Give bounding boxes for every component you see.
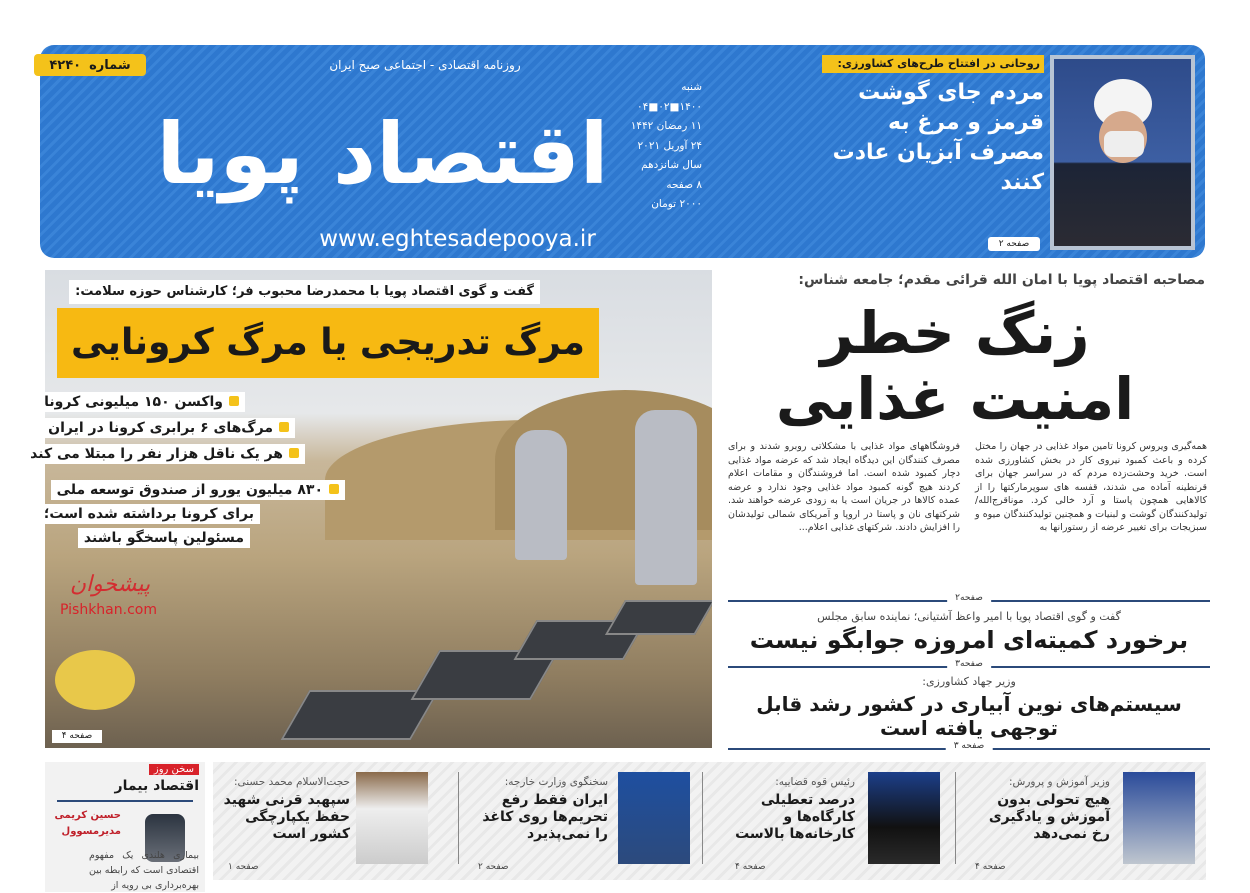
bullet-icon [329, 484, 339, 494]
author-role: مدیرمسوول [61, 826, 121, 837]
lead-headline[interactable]: زنگ خطر امنیت غذایی [775, 299, 1135, 433]
card-photo [618, 772, 690, 864]
story3-headline[interactable]: سیستم‌های نوین آبیاری در کشور رشد قابل توجهی یافته است [756, 692, 1182, 740]
website-url[interactable]: www.eghtesadepooya.ir [319, 226, 596, 252]
date-solar: ۱۴۰۰■۰۲■۰۴ [637, 100, 702, 113]
card-photo [356, 772, 428, 864]
masthead-photo [1050, 55, 1195, 250]
news-card[interactable] [715, 772, 955, 872]
year: سال شانزدهم [641, 159, 702, 171]
masthead-page-ref: صفحه ۲ [988, 237, 1040, 251]
divider [57, 800, 193, 802]
lead-page-ref: صفحه۲ [947, 593, 991, 603]
lead-text-right: همه‌گیری ویروس کرونا تامین مواد غذایی در جهان را مختل کرده و باعث کمبود نیروی کار در بخش کشاورزی شده است. خرید وحشت‌زده مردم که در سراسر جهان برای قرنطینه آماده می شدند، قفسه های سوپرمارکتها را از کالاهایی همچون پاستا و آرد خالی کرد. موناقرج‌الله/تولیدکنندگان گوشت و لبنیات و همچنین تولیدکنندگان میوه و سبزیجات برای تغییر عرضه از رستورانها به [975, 441, 1207, 533]
divider [458, 772, 459, 864]
news-card[interactable] [960, 772, 1205, 872]
tagline: روزنامه اقتصادی - اجتماعی صبح ایران [329, 58, 521, 72]
newspaper-logo: اقتصاد پویا [156, 105, 609, 203]
news-card[interactable] [470, 772, 698, 872]
issue-number: ۴۲۴۰ [49, 57, 82, 73]
lead-kicker: مصاحبه اقتصاد پویا با امان الله قرائی مقدم؛ جامعه شناس: [798, 272, 1205, 288]
story2-kicker: گفت و گوی اقتصاد پویا با امیر واعظ آشتیانی؛ نماینده سابق مجلس [817, 610, 1121, 623]
editorial-badge: سخن روز [149, 764, 199, 775]
bullet-icon [289, 448, 299, 458]
divider [702, 772, 703, 864]
bullet-item: واکسن ۱۵۰ میلیونی کرونا [38, 392, 245, 412]
divider [728, 593, 1210, 603]
card-photo [1123, 772, 1195, 864]
divider [955, 772, 956, 864]
bullet-item: هر یک ناقل هزار نفر را مبتلا می کند [24, 444, 305, 464]
main-headline[interactable]: مرگ تدریجی یا مرگ کرونایی [57, 308, 599, 378]
date-lunar: ۱۱ رمضان ۱۴۴۲ [630, 120, 702, 132]
story2-headline[interactable]: برخورد کمیته‌ای امروزه جوابگو نیست [749, 626, 1189, 654]
weekday: شنبه [681, 81, 702, 93]
main-page-ref: صفحه ۴ [52, 730, 102, 743]
bullet-icon [279, 422, 289, 432]
card-photo [868, 772, 940, 864]
card-kicker: سخنگوی وزارت خارجه: [504, 776, 608, 788]
lead-text-left: فروشگاههای مواد غذایی با مشکلاتی روبرو شدند و برای مصرف کنندگان این دیدگاه ایجاد شد که عرضه مواد غذایی دچار کمبود شده است. اما فروشندگان و مقامات اعلام کردند هیچ گونه کمبود مواد غذایی وجود ندارد و عرضه عمده کالاها در جریان است یا به زودی عرضه خواهند شد. شرکتهای نان و پاستا در اروپا و آمریکای شمالی تولیدشان را افزایش دادند. شرکتهای غذایی اعلام... [728, 441, 960, 533]
pishkhan-watermark: پیشخوان [69, 572, 151, 597]
card-headline: ایران فقط رفع تحریم‌ها روی کاغذ را نمی‌پذیرد [482, 792, 608, 842]
issue-label: شماره [89, 57, 131, 73]
date-info [620, 78, 702, 215]
story3-kicker: وزیر جهاد کشاورزی: [922, 675, 1016, 688]
news-card[interactable] [220, 772, 450, 872]
bullet-item: مسئولین پاسخگو باشند [78, 528, 250, 548]
bullet-item: مرگ‌های ۶ برابری کرونا در ایران [42, 418, 295, 438]
divider [728, 741, 1210, 751]
card-page-ref: صفحه ۴ [975, 862, 1006, 872]
bullet-icon [229, 396, 239, 406]
card-headline: درصد تعطیلی کارگاه‌ها و کارخانه‌ها بالاست [735, 792, 855, 842]
masthead-kicker: روحانی در افتتاح طرح‌های کشاورزی: [822, 55, 1044, 73]
bullet-item: برای کرونا برداشته شده است؛ [38, 504, 260, 524]
issue-badge [34, 54, 146, 76]
pishkhan-site: Pishkhan.com [60, 602, 157, 618]
editorial-text: بیماری هلندی یک مفهوم اقتصادی است که رابطه بین بهره‌برداری بی رویه از [89, 850, 199, 891]
masthead-headline[interactable]: مردم جای گوشت قرمز و مرغ به مصرف آبزیان عادت کنند [832, 80, 1044, 195]
price: ۲۰۰۰ تومان [651, 198, 702, 210]
editorial-title[interactable]: اقتصاد بیمار [114, 778, 199, 794]
page-count: ۸ صفحه [666, 178, 702, 191]
card-page-ref: صفحه ۴ [735, 862, 766, 872]
card-kicker: رئیس قوه قضاییه: [775, 776, 855, 788]
card-kicker: حجت‌الاسلام محمد حسنی: [233, 776, 350, 788]
card-page-ref: صفحه ۲ [478, 862, 509, 872]
story2-page-ref: صفحه۳ [947, 659, 991, 669]
card-kicker: وزیر آموزش و پرورش: [1008, 776, 1110, 788]
author-name: حسین کریمی [54, 810, 121, 821]
editorial-box [45, 762, 205, 892]
story3-page-ref: صفحه ۳ [946, 741, 993, 751]
card-headline: سپهبد قرنی شهید حفظ یکپارچگی کشور است [223, 792, 350, 842]
main-kicker: گفت و گوی اقتصاد پویا با محمدرضا محبوب فر؛ کارشناس حوزه سلامت: [69, 280, 540, 304]
divider [728, 659, 1210, 669]
bullet-item: ۸۳۰ میلیون یورو از صندوق توسعه ملی [51, 480, 345, 500]
card-page-ref: صفحه ۱ [228, 862, 259, 872]
date-gregorian: ۲۴ آوریل ۲۰۲۱ [637, 139, 702, 152]
card-headline: هیچ تحولی بدون آموزش و یادگیری رخ نمی‌دهد [988, 792, 1110, 842]
